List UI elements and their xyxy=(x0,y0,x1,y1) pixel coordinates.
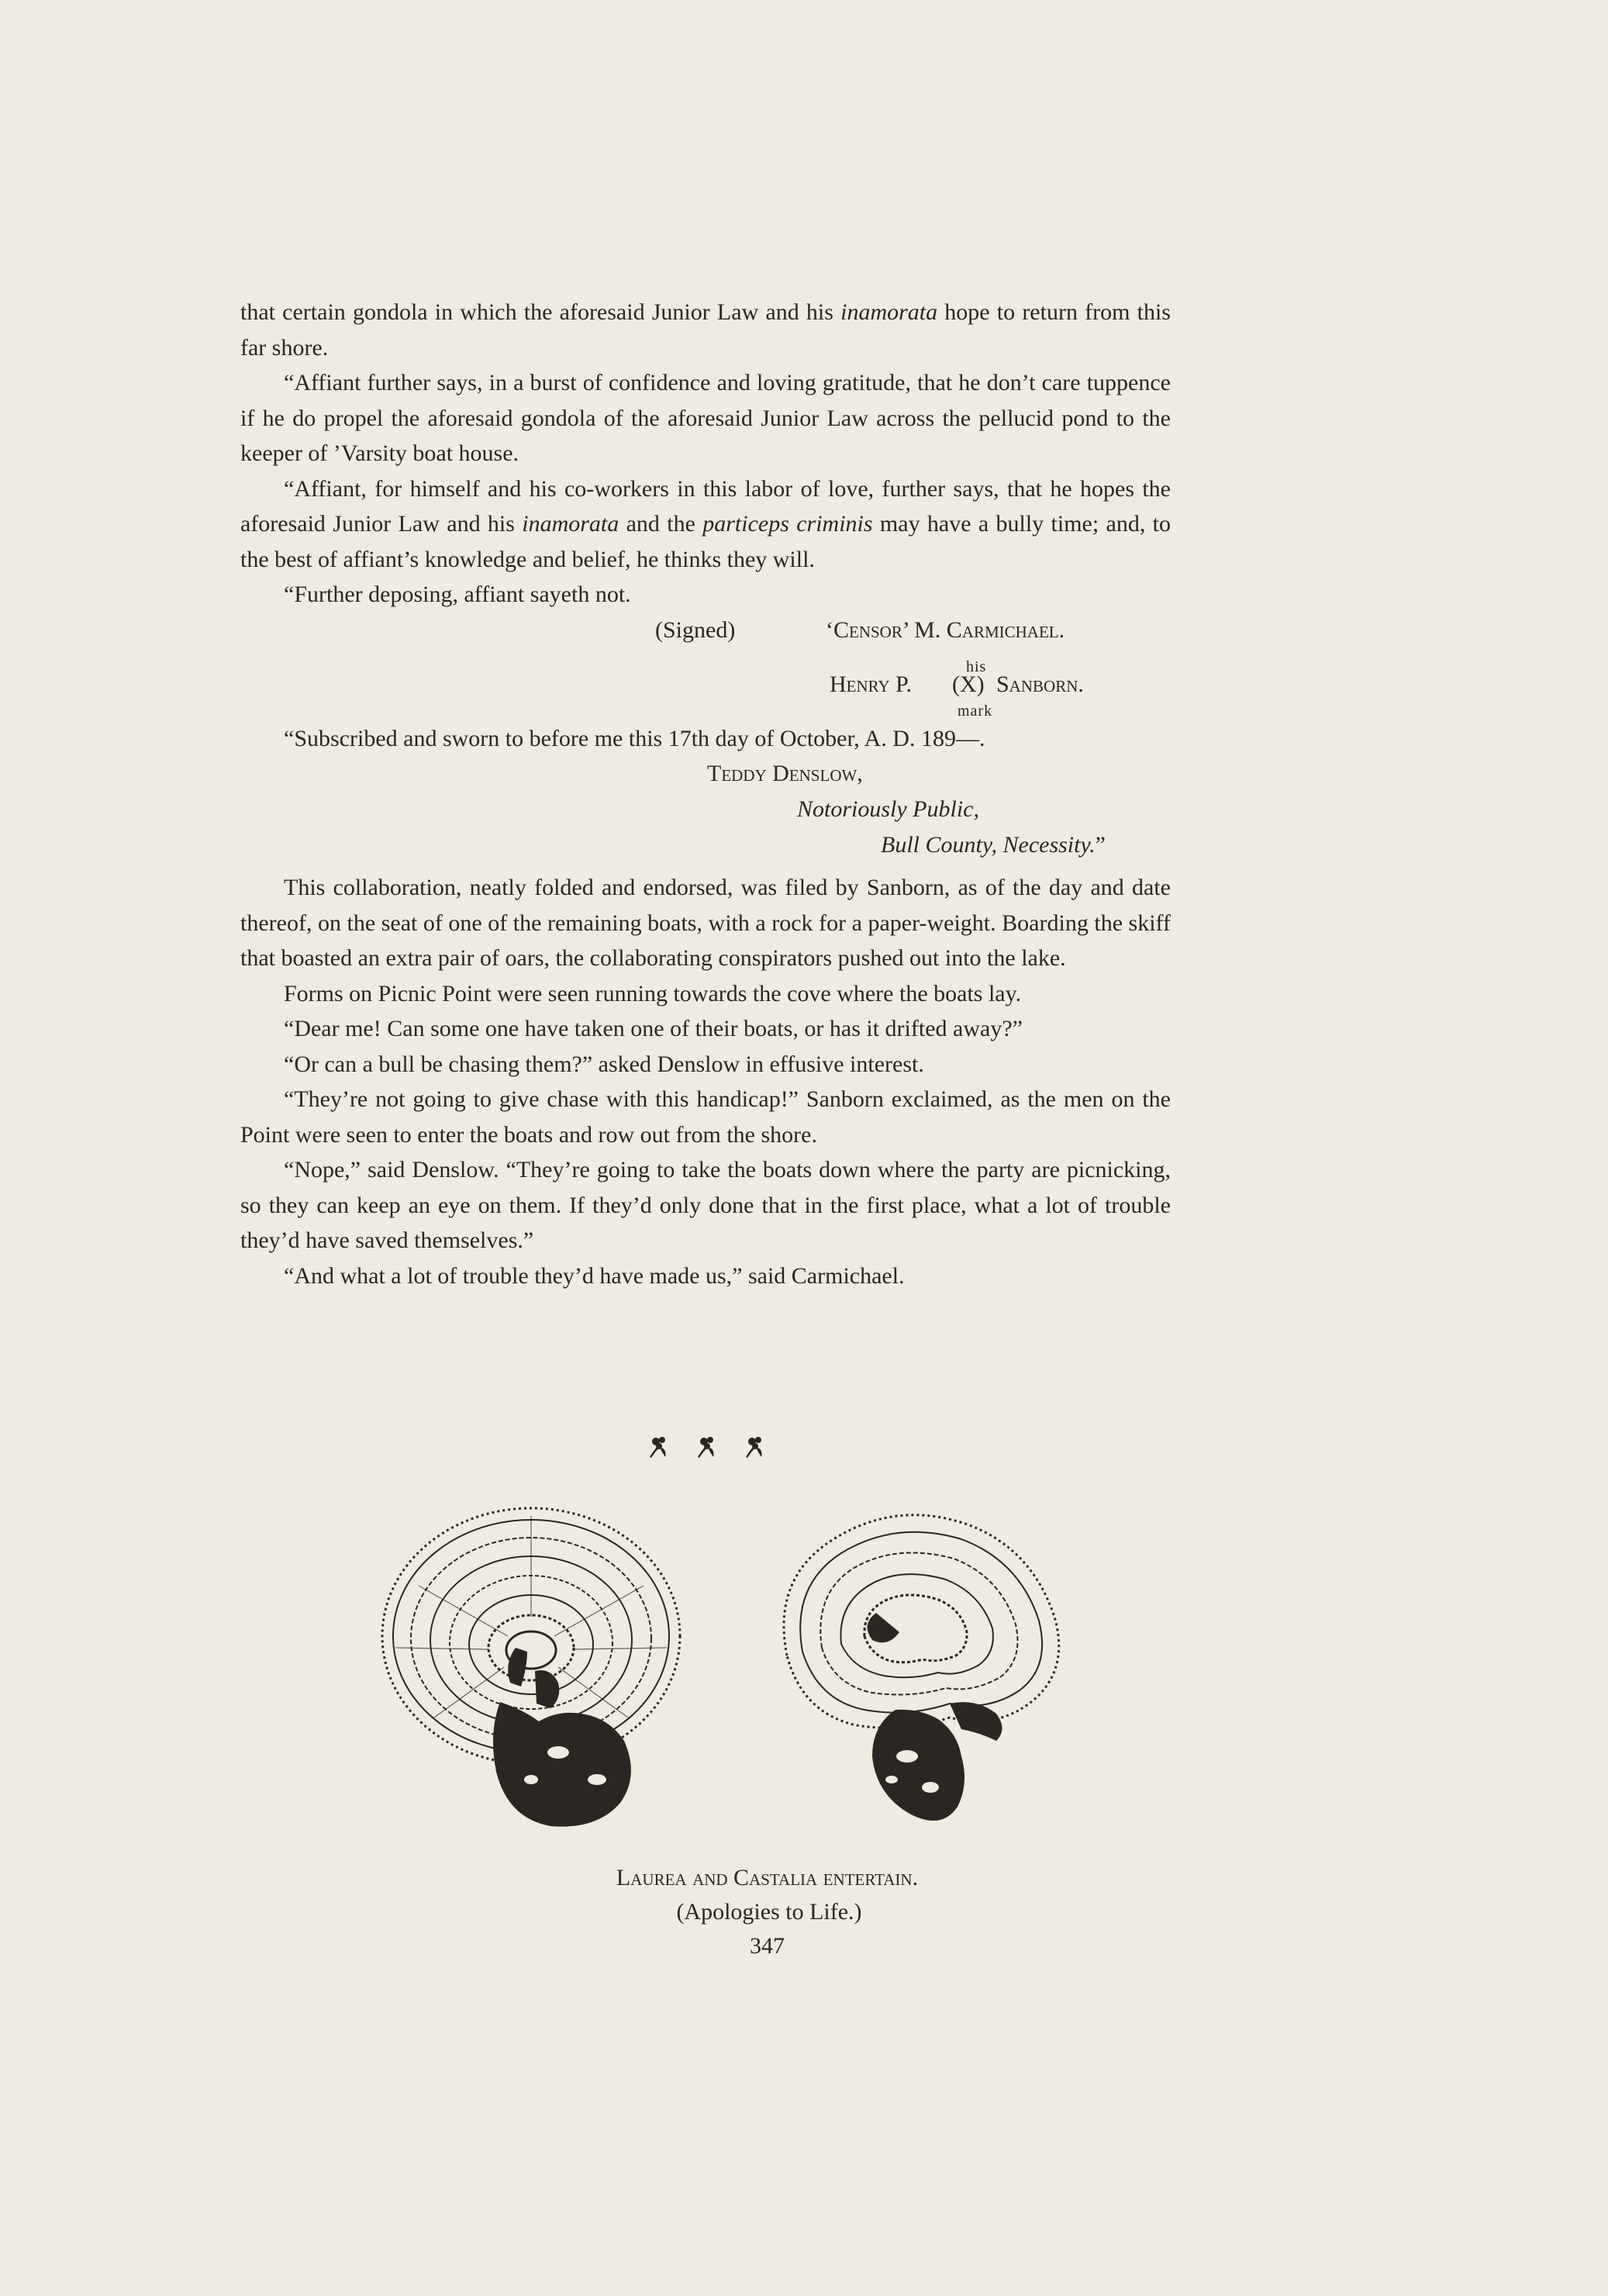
paragraph-7: Forms on Picnic Point were seen running towards the cove where the boats lay. xyxy=(284,980,1022,1006)
paragraph-11: “Nope,” said Denslow. “They’re going to take the boats down where the party are picnicking, so they can keep an eye on them. If they’d only done that in the first place, what a lot of trouble they’d have saved themselves.” xyxy=(240,1157,1171,1253)
signature-sanborn: Sanborn. xyxy=(996,671,1084,697)
caption-subtitle: (Apologies to Life.) xyxy=(676,1899,862,1925)
signature-henry: Henry P. xyxy=(830,671,913,697)
italic-term: inamorata xyxy=(840,299,938,325)
notary-block xyxy=(240,756,1171,868)
closing-quote: ” xyxy=(1095,832,1106,858)
paragraph-8: “Dear me! Can some one have taken one of their boats, or has it drifted away?” xyxy=(284,1016,1023,1041)
signature-mark-x: (X) xyxy=(952,671,985,697)
notary-county-text: Bull County, Necessity. xyxy=(881,832,1096,858)
text-run: and the xyxy=(619,511,703,537)
paragraph-3 xyxy=(240,471,1171,578)
text-run: that certain gondola in which the aforesaid Junior Law and his xyxy=(240,299,841,325)
mark-label: mark xyxy=(958,702,993,720)
italic-term: inamorata xyxy=(522,511,619,537)
fungus-illustration-left xyxy=(372,1500,698,1842)
paragraph-4: “Further deposing, affiant sayeth not. xyxy=(284,582,631,607)
signed-label: (Signed) xyxy=(655,616,736,643)
notary-name: Teddy Denslow, xyxy=(707,761,863,786)
paragraph-10: “They’re not going to give chase with this handicap!” Sanborn exclaimed, as the men on the Point were seen to enter the boats and row out from the shore. xyxy=(240,1086,1171,1148)
figure-caption xyxy=(0,1861,1608,1963)
page-number: 347 xyxy=(750,1933,785,1959)
paragraph-5: “Subscribed and sworn to before me this 17th day of October, A. D. 189—. xyxy=(284,725,985,751)
notary-title-text: Notoriously Public, xyxy=(797,796,979,822)
signature-carmichael: ‘Censor’ M. Carmichael. xyxy=(826,616,1065,643)
notary-county xyxy=(881,827,1106,863)
notary-title xyxy=(797,792,979,827)
his-label: his xyxy=(966,658,987,675)
text-run: “Affiant, for himself and his co-workers in this labor of love, further says, that he hopes the aforesaid Junior Law and his xyxy=(240,475,1171,537)
text-run: may have a bully time; and, to the best of affiant’s knowledge and belief, he thinks they will. xyxy=(240,511,1171,572)
signature-block xyxy=(240,613,1171,721)
paragraph-2: “Affiant further says, in a burst of confidence and loving gratitude, that he don’t care tuppence if he do propel the aforesaid gondola of the aforesaid Junior Law across the pellucid pond to the keeper of ’Varsity boat house. xyxy=(240,370,1171,466)
page-body xyxy=(240,295,1171,1293)
ornament-fleurons xyxy=(636,1431,775,1462)
paragraph-1 xyxy=(240,295,1171,365)
paragraph-6: This collaboration, neatly folded and endorsed, was filed by Sanborn, as of the day and date thereof, on the seat of one of the remaining boats, with a rock for a paper-weight. Boarding the skiff that boasted an extra pair of oars, the collaborating conspirators pushed out into the lake. xyxy=(240,875,1171,971)
caption-title: Laurea and Castalia entertain. xyxy=(616,1865,919,1890)
text-run: hope to return from this far shore. xyxy=(240,299,1171,361)
paragraph-9: “Or can a bull be chasing them?” asked Denslow in effusive interest. xyxy=(284,1051,924,1077)
paragraph-12: “And what a lot of trouble they’d have made us,” said Carmichael. xyxy=(284,1262,905,1289)
italic-term: particeps criminis xyxy=(702,511,873,537)
fungus-illustration-right xyxy=(764,1500,1074,1842)
